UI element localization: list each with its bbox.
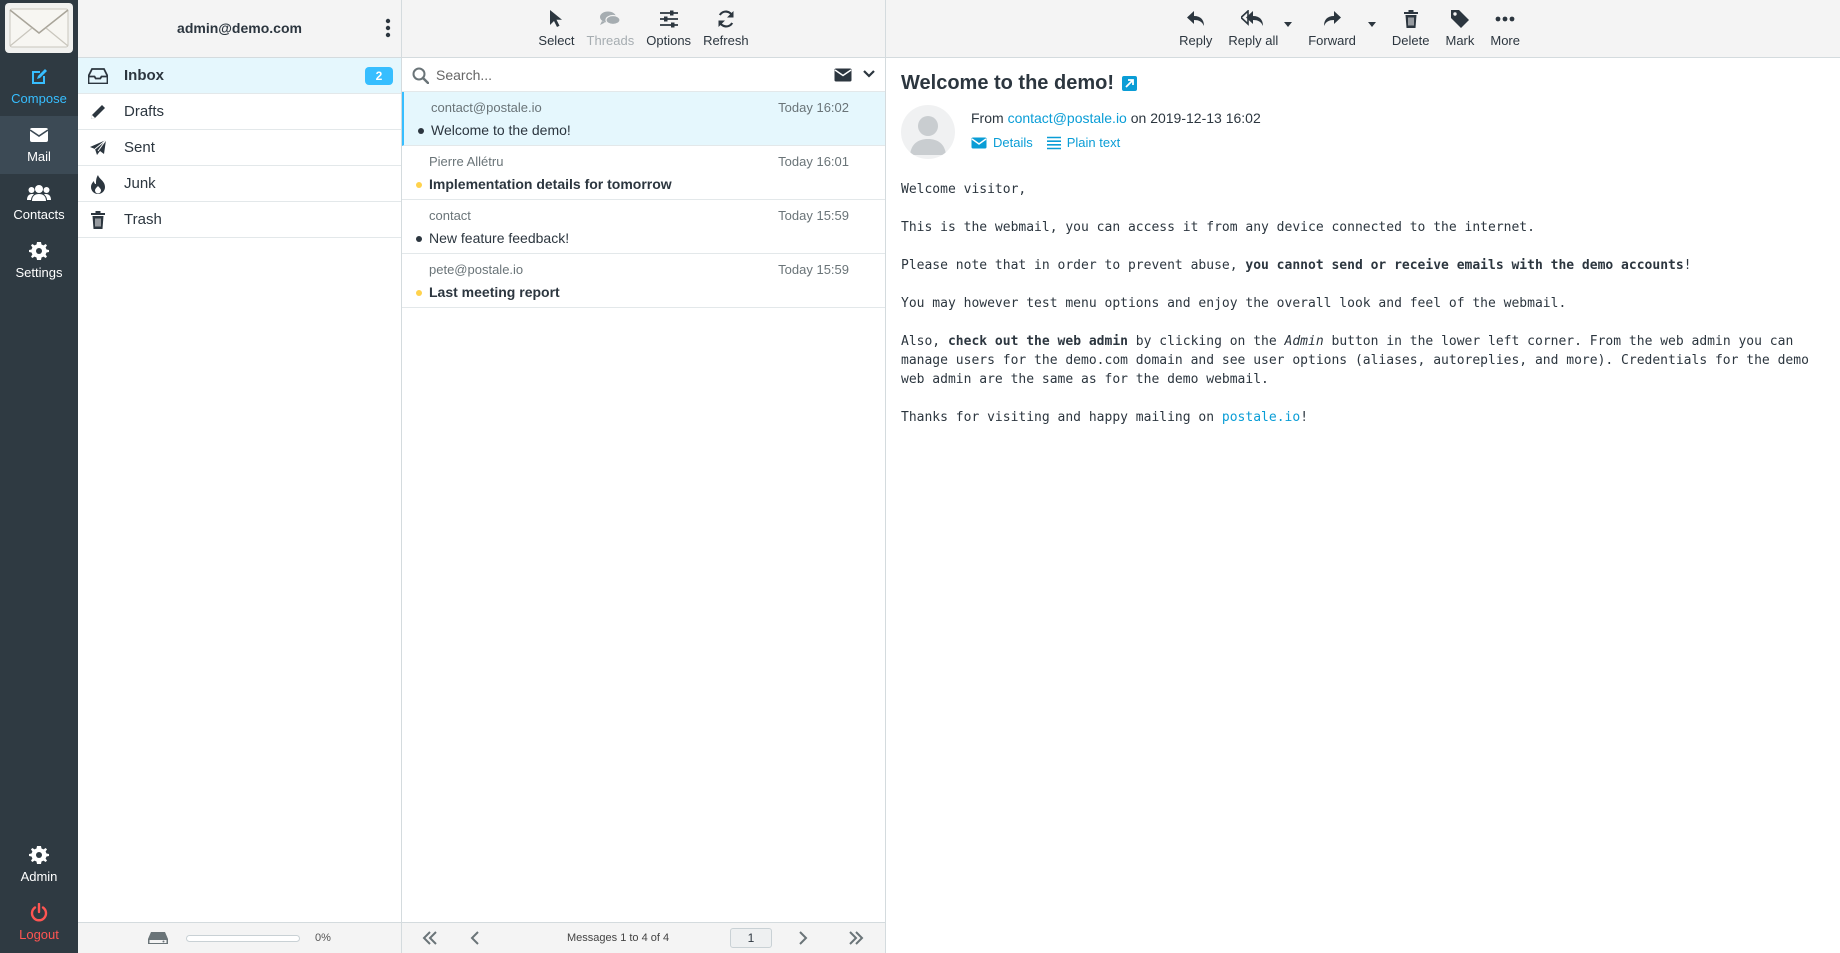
reply-all-button[interactable] (1220, 0, 1286, 57)
options-button-label: Options (646, 33, 692, 48)
search-bar (402, 58, 885, 92)
nav-logout[interactable] (0, 894, 78, 952)
message-title-text: Welcome to the demo! (901, 72, 1114, 94)
contacts-icon (27, 183, 51, 203)
person-silhouette-icon (901, 105, 955, 159)
mark-button[interactable] (1437, 0, 1482, 57)
body-text: Please note that in order to prevent abuse, (901, 258, 1246, 273)
folder-trash-label: Trash (124, 211, 162, 228)
message-list (402, 92, 885, 308)
body-text: ! (1683, 258, 1692, 273)
cursor-pointer-icon (549, 8, 563, 30)
folder-inbox[interactable] (78, 58, 401, 94)
select-button-label: Select (538, 33, 575, 48)
read-status-dot (416, 236, 422, 242)
message-toolbar (886, 0, 1840, 58)
vertical-dots-icon (383, 18, 393, 38)
message-subject: Welcome to the demo! (431, 122, 571, 138)
message-from: contact@postale.io (431, 100, 542, 115)
quota-footer (78, 922, 401, 953)
message-header-line (971, 110, 1261, 126)
nav-admin[interactable] (0, 836, 78, 894)
reply-all-button-label: Reply all (1228, 33, 1279, 48)
refresh-icon (716, 8, 736, 30)
message-from: pete@postale.io (429, 262, 524, 277)
select-button[interactable] (532, 0, 580, 57)
reading-pane (886, 0, 1840, 953)
search-scope-envelope-icon[interactable] (834, 68, 852, 82)
message-from: Pierre Allétru (429, 154, 504, 169)
nav-compose-label: Compose (11, 91, 67, 106)
nav-mail[interactable] (0, 116, 78, 174)
from-label: From (971, 110, 1004, 126)
previous-page-icon[interactable] (470, 931, 480, 945)
search-options-chevron-icon[interactable] (863, 70, 875, 78)
list-toolbar (402, 0, 885, 58)
trash-icon (88, 210, 108, 230)
gear-icon (29, 241, 49, 261)
message-from: contact (429, 208, 471, 223)
nav-contacts[interactable] (0, 174, 78, 232)
body-paragraph (901, 332, 1826, 389)
more-button-label: More (1490, 33, 1520, 48)
reply-icon (1186, 8, 1206, 30)
page-number-input[interactable]: 1 (730, 928, 772, 948)
nav-contacts-label: Contacts (13, 207, 65, 222)
compose-icon (29, 67, 49, 87)
body-paragraph (901, 256, 1826, 275)
body-text: by clicking on the (1127, 334, 1285, 349)
trash-icon (1403, 8, 1419, 30)
horizontal-dots-icon (1495, 8, 1515, 30)
reply-button-label: Reply (1179, 33, 1213, 48)
refresh-button-label: Refresh (703, 33, 749, 48)
fire-icon (88, 174, 108, 194)
message-row[interactable] (402, 92, 885, 146)
envelope-icon (971, 137, 987, 149)
account-name: admin@demo.com (177, 20, 302, 36)
nav-settings-label: Settings (15, 265, 63, 280)
body-text: ! (1300, 410, 1309, 425)
sender-avatar (901, 105, 955, 159)
hard-drive-icon (148, 931, 168, 945)
nav-mail-label: Mail (27, 149, 51, 164)
search-input[interactable] (436, 64, 796, 86)
pencil-icon (88, 102, 108, 122)
folder-pane (78, 0, 402, 953)
message-title (901, 72, 1137, 95)
forward-button-label: Forward (1308, 33, 1356, 48)
forward-button[interactable] (1300, 0, 1364, 57)
forward-dropdown-icon[interactable] (1368, 22, 1376, 27)
mark-button-label: Mark (1445, 33, 1475, 48)
options-button[interactable] (640, 0, 697, 57)
message-list-pane (402, 0, 886, 953)
reply-button[interactable] (1171, 0, 1220, 57)
open-in-new-window-icon[interactable] (1122, 76, 1137, 91)
more-button[interactable] (1482, 0, 1528, 57)
body-bold-text: you cannot send or receive emails with the demo accounts (1245, 258, 1684, 273)
folder-junk[interactable] (78, 166, 401, 202)
list-pagination-footer (402, 922, 885, 953)
plain-text-link-label: Plain text (1066, 135, 1121, 150)
nav-admin-label: Admin (20, 869, 58, 884)
message-row[interactable] (402, 254, 885, 308)
forward-icon (1322, 8, 1342, 30)
body-text: button in the lower left corner. From the web admin you can manage users for the demo.com domain and see user options (aliases, autoreplies, and more). Credentials for the demo web admin are the same as for the demo webmail. (901, 334, 1809, 387)
tag-icon (1450, 8, 1470, 30)
unread-status-dot (416, 290, 422, 296)
search-icon (412, 67, 429, 84)
message-header-links (971, 135, 1120, 150)
message-subject: Implementation details for tomorrow (429, 176, 672, 192)
postale-link[interactable]: postale.io (1221, 410, 1301, 425)
threads-button[interactable] (581, 0, 641, 57)
read-status-dot (418, 128, 424, 134)
body-text: Also, (901, 334, 948, 349)
message-subject: New feature feedback! (429, 230, 570, 246)
message-date: Today 16:02 (778, 100, 849, 115)
body-bold-text: check out the web admin (947, 334, 1128, 349)
app-logo[interactable] (5, 3, 73, 53)
folder-pane-header (78, 0, 401, 58)
unread-status-dot (416, 182, 422, 188)
next-page-icon[interactable] (798, 931, 808, 945)
body-text: Thanks for visiting and happy mailing on (901, 410, 1222, 425)
message-body (901, 180, 1826, 446)
folder-trash[interactable] (78, 202, 401, 238)
mail-icon (29, 125, 49, 145)
details-link[interactable] (971, 135, 1033, 150)
reply-all-dropdown-icon[interactable] (1284, 22, 1292, 27)
quota-bar (186, 935, 300, 942)
nav-settings[interactable] (0, 232, 78, 290)
details-link-label: Details (993, 135, 1033, 150)
body-paragraph: Welcome visitor, (901, 182, 1027, 197)
body-paragraph (901, 408, 1826, 427)
message-count: Messages 1 to 4 of 4 (567, 932, 670, 944)
sender-address-link[interactable]: contact@postale.io (1007, 110, 1127, 126)
sliders-icon (659, 8, 679, 30)
folder-sent-label: Sent (124, 139, 155, 156)
first-page-icon[interactable] (422, 931, 438, 945)
message-date: Today 15:59 (778, 262, 849, 277)
paper-plane-icon (88, 138, 108, 158)
nav-logout-label: Logout (19, 927, 59, 942)
on-label: on (1130, 110, 1147, 126)
quota-percent: 0% (315, 932, 331, 944)
inbox-unread-badge: 2 (365, 67, 393, 85)
delete-button-label: Delete (1391, 33, 1430, 48)
inbox-icon (88, 66, 108, 86)
folder-drafts-label: Drafts (124, 103, 165, 120)
folder-inbox-label: Inbox (124, 67, 164, 84)
account-menu-button[interactable] (383, 18, 393, 38)
message-date: Today 15:59 (778, 208, 849, 223)
threads-button-label: Threads (586, 33, 635, 48)
power-icon (29, 903, 49, 923)
admin-gear-icon (29, 845, 49, 865)
folder-junk-label: Junk (124, 175, 156, 192)
envelope-logo-icon (8, 6, 70, 50)
reply-all-icon (1241, 8, 1265, 30)
message-row[interactable] (402, 146, 885, 200)
body-italic-text: Admin (1284, 334, 1324, 349)
refresh-button[interactable] (697, 0, 755, 57)
nav-compose[interactable] (0, 58, 78, 116)
folder-sent[interactable] (78, 130, 401, 166)
app-nav-rail (0, 0, 78, 953)
body-paragraph: This is the webmail, you can access it from any device connected to the internet. (901, 220, 1535, 235)
folder-drafts[interactable] (78, 94, 401, 130)
delete-button[interactable] (1384, 0, 1438, 57)
plain-text-link[interactable] (1047, 135, 1120, 150)
message-subject: Last meeting report (429, 284, 560, 300)
message-date: Today 16:01 (778, 154, 849, 169)
body-paragraph: You may however test menu options and enjoy the overall look and feel of the webmail. (901, 296, 1567, 311)
text-lines-icon (1047, 136, 1061, 150)
last-page-icon[interactable] (848, 931, 864, 945)
message-row[interactable] (402, 200, 885, 254)
chat-bubbles-icon (599, 8, 621, 30)
message-date-value: 2019-12-13 16:02 (1150, 110, 1261, 126)
